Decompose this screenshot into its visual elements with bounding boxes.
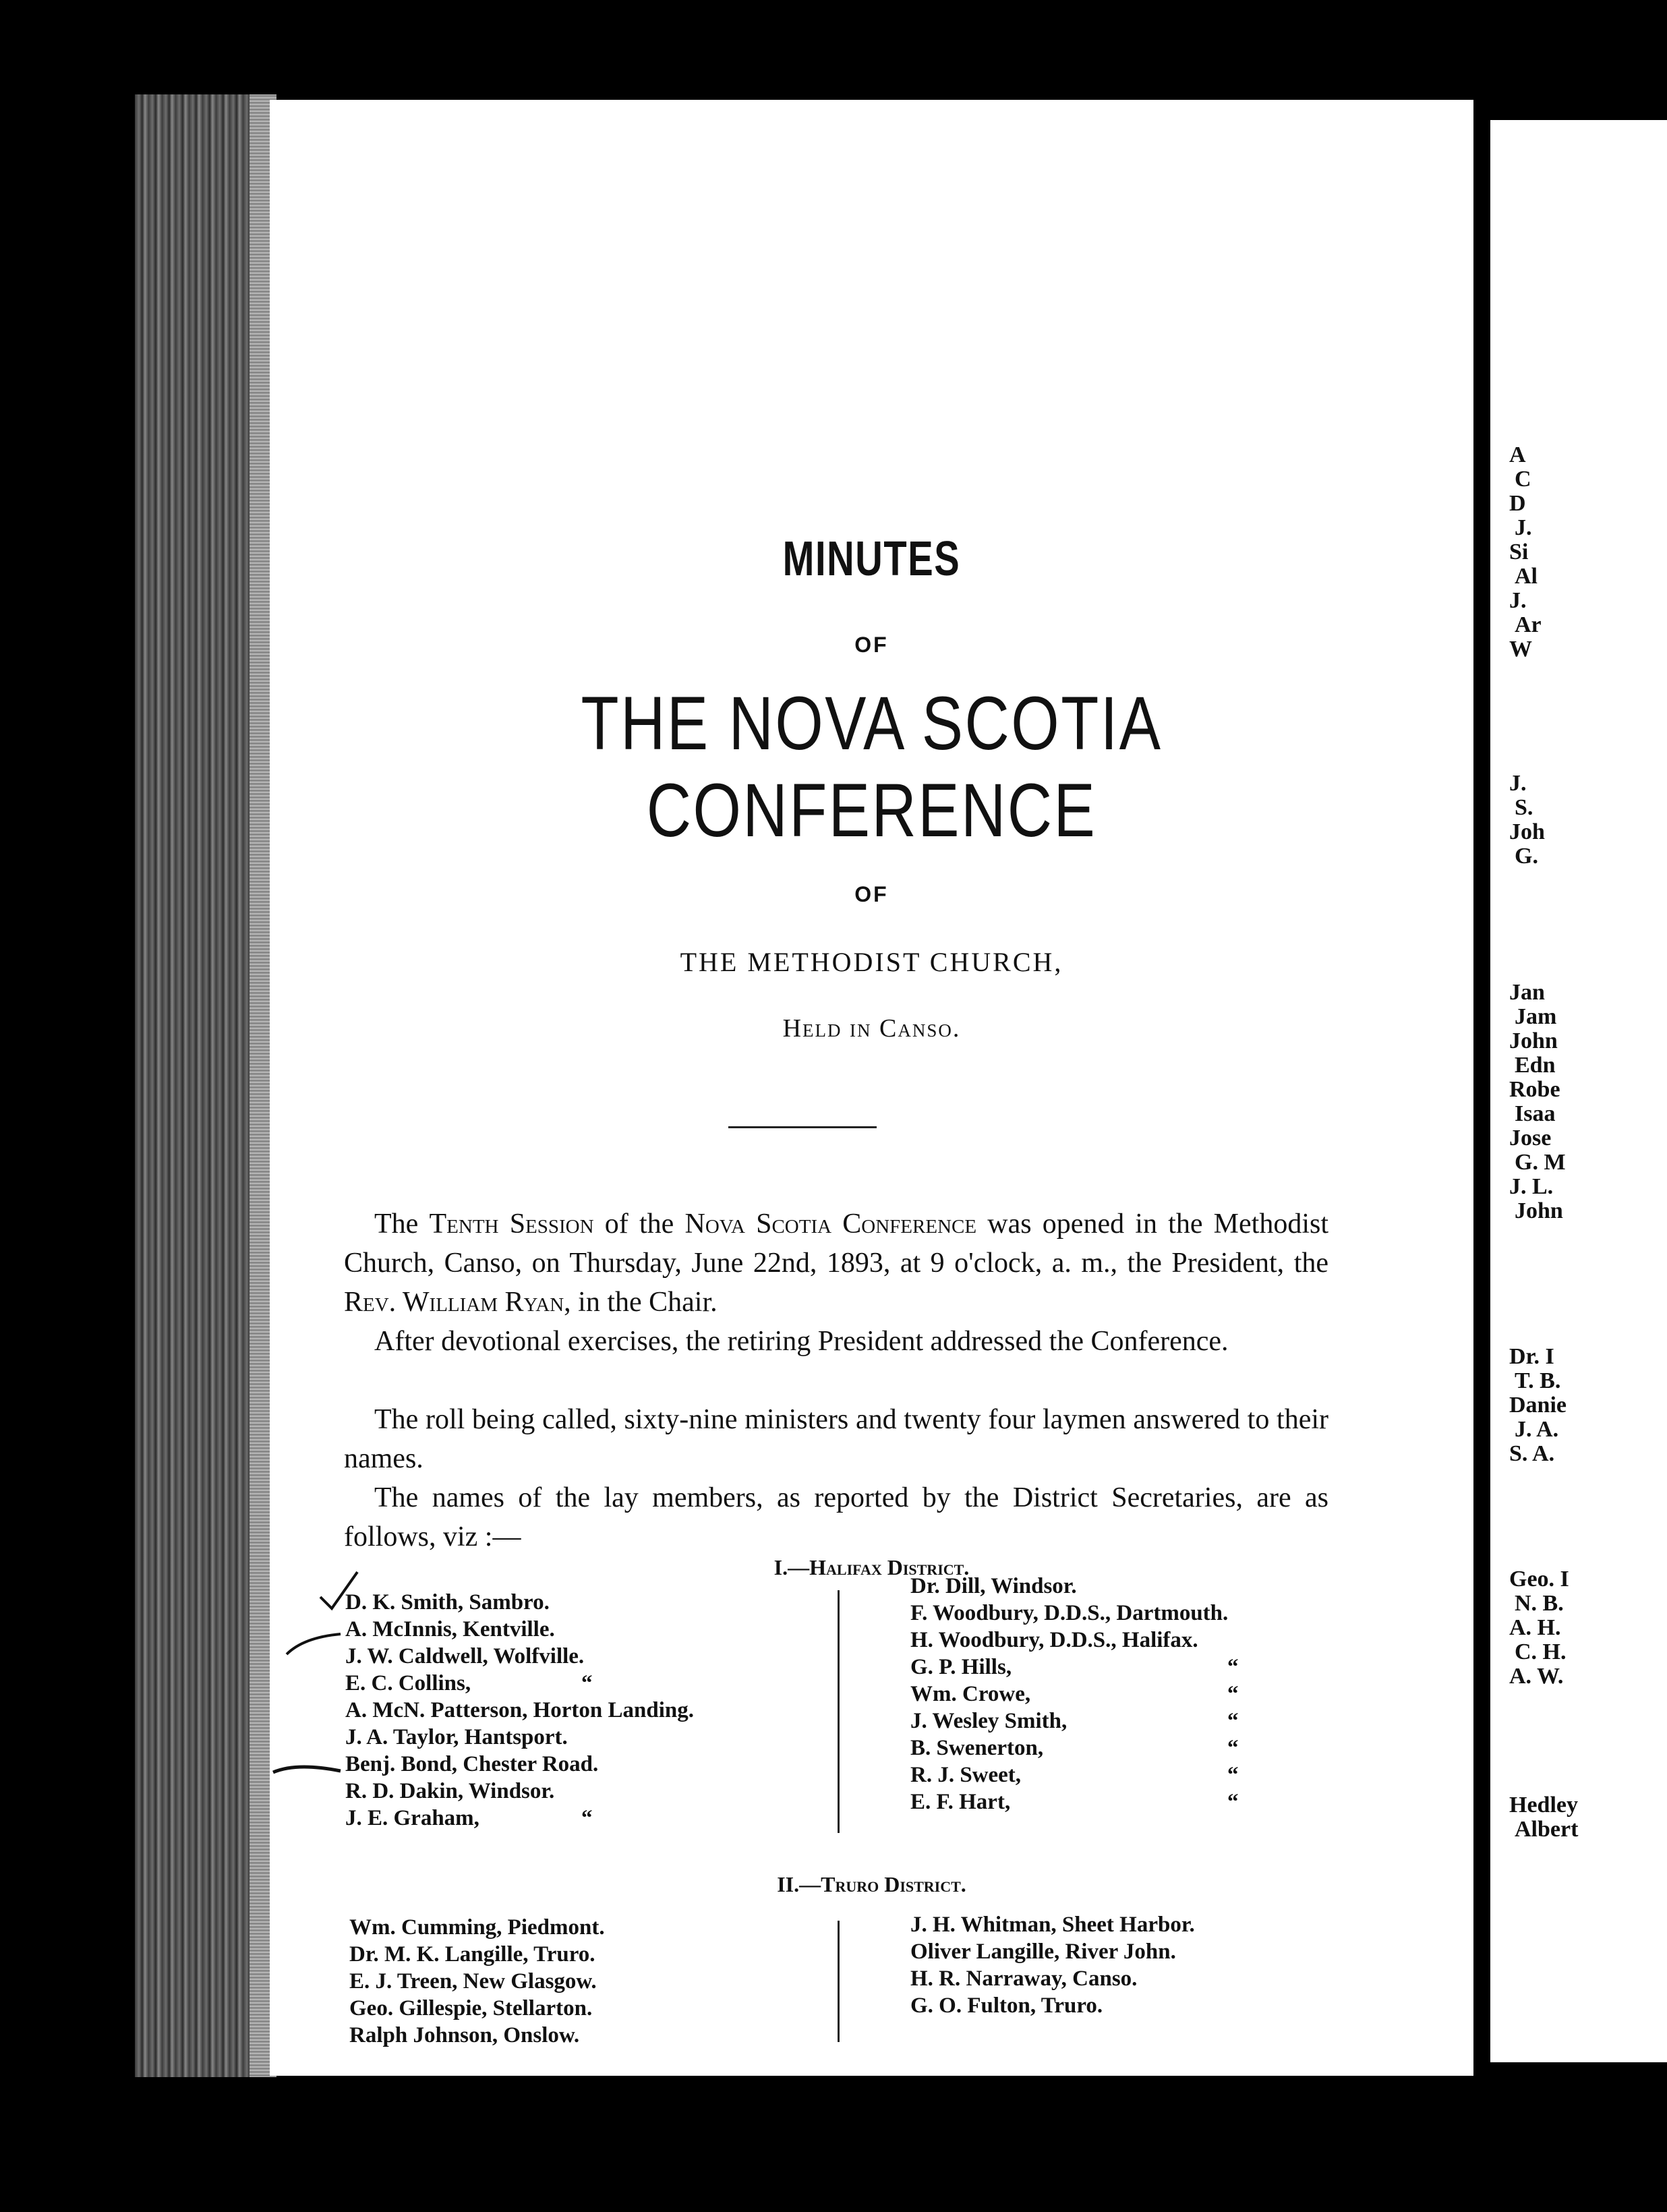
paragraph-roll: The roll being called, sixty-nine ministers and twenty four laymen answered to their names. [344, 1404, 1328, 1474]
ditto-mark: “ [1227, 1709, 1239, 1733]
list-item: Wm. Cumming, Piedmont. [349, 1915, 605, 1940]
list-item: R. J. Sweet, “ [910, 1763, 1239, 1787]
paragraph-devotional: After devotional exercises, the retiring President addressed the Conference. [374, 1326, 1229, 1357]
facing-line: G. [1515, 844, 1538, 869]
list-item: R. D. Dakin, Windsor. [345, 1779, 555, 1803]
facing-line: C [1515, 467, 1531, 492]
ditto-mark: “ [1227, 1682, 1239, 1706]
facing-line: J. L. [1509, 1174, 1554, 1199]
list-item: Geo. Gillespie, Stellarton. [349, 1996, 593, 2020]
ditto-mark: “ [1227, 1763, 1239, 1787]
ditto-mark: “ [1227, 1655, 1239, 1679]
facing-line: Danie [1509, 1393, 1567, 1418]
document-page [270, 100, 1473, 2076]
list-item: E. C. Collins, “ [345, 1671, 593, 1695]
facing-line: S. A. [1509, 1441, 1555, 1466]
truro-right-list [910, 1911, 1195, 2019]
ditto-mark: “ [1227, 1736, 1239, 1760]
list-item: Ralph Johnson, Onslow. [349, 2023, 580, 2047]
pen-mark-icon [283, 1631, 344, 1658]
truro-divider [838, 1921, 840, 2042]
facing-line: Jam [1515, 1004, 1557, 1029]
facing-line: N. B. [1515, 1591, 1564, 1616]
checkmark-icon [317, 1567, 364, 1614]
facing-line: John [1509, 1028, 1558, 1053]
facing-line: Jan [1509, 980, 1545, 1005]
facing-line: G. M [1515, 1150, 1566, 1175]
list-item: J. H. Whitman, Sheet Harbor. [910, 1913, 1195, 1937]
facing-line: W [1509, 637, 1532, 662]
list-item: J. A. Taylor, Hantsport. [345, 1725, 568, 1749]
facing-line: J. [1509, 771, 1527, 796]
paragraph-lay-members: The names of the lay members, as reported by the District Secretaries, are as follows, viz :— [344, 1482, 1328, 1552]
list-item: A. McInnis, Kentville. [345, 1617, 555, 1641]
halifax-left-list [345, 1589, 694, 1832]
halifax-right-list [910, 1573, 1239, 1815]
list-item: J. Wesley Smith, “ [910, 1709, 1239, 1733]
ditto-mark: “ [1227, 1790, 1239, 1814]
list-item: D. K. Smith, Sambro. [345, 1590, 550, 1614]
facing-line: John [1515, 1198, 1563, 1223]
list-item: F. Woodbury, D.D.S., Dartmouth. [910, 1601, 1229, 1625]
title-church: THE METHODIST CHURCH, [680, 947, 1063, 977]
list-item: A. McN. Patterson, Horton Landing. [345, 1698, 694, 1722]
pen-mark-icon [270, 1759, 344, 1779]
paragraph-opening: The Tenth Session of the Nova Scotia Conference was opened in the Methodist Church, Canso, on Thursday, June 22nd, 1893, at 9 o'clock, a. m., the President, the Rev. William Ryan, in the Chair. [344, 1209, 1329, 1318]
facing-line: Dr. I [1509, 1344, 1554, 1369]
facing-line: J. [1515, 515, 1532, 540]
facing-line: S. [1515, 795, 1533, 820]
halifax-divider [838, 1590, 840, 1833]
facing-line: Joh [1509, 819, 1545, 844]
halifax-district-heading: I.—Halifax District. [773, 1555, 970, 1579]
facing-line: A [1509, 442, 1526, 467]
title-of-2: OF [854, 882, 889, 906]
facing-line: D [1509, 491, 1526, 516]
facing-page-fragment [1490, 120, 1667, 2062]
list-item: G. O. Fulton, Truro. [910, 1993, 1103, 2018]
title-minutes: MINUTES [782, 532, 961, 586]
facing-line: A. H. [1509, 1615, 1561, 1640]
truro-district-heading: II.—Truro District. [777, 1872, 966, 1896]
facing-line: Ar [1515, 612, 1542, 637]
list-item: Benj. Bond, Chester Road. [345, 1752, 599, 1776]
list-item: Dr. Dill, Windsor. [910, 1574, 1077, 1598]
facing-line: Jose [1509, 1126, 1552, 1151]
facing-line: J. A. [1515, 1417, 1559, 1442]
list-item: E. J. Treen, New Glasgow. [349, 1969, 597, 1993]
list-item: Wm. Crowe, “ [910, 1682, 1239, 1706]
title-conference: THE NOVA SCOTIA CONFERENCE [581, 681, 1163, 852]
truro-left-list [349, 1914, 605, 2049]
facing-line: Robe [1509, 1077, 1560, 1102]
facing-line: C. H. [1515, 1639, 1567, 1664]
facing-line: Isaa [1515, 1101, 1556, 1126]
ditto-mark: “ [581, 1671, 593, 1695]
facing-line: Albert [1515, 1817, 1579, 1842]
facing-line: A. W. [1509, 1664, 1564, 1689]
facing-line: Edn [1515, 1053, 1556, 1078]
list-item: H. Woodbury, D.D.S., Halifax. [910, 1628, 1198, 1652]
title-rule [728, 1126, 877, 1128]
list-item: J. W. Caldwell, Wolfville. [345, 1644, 585, 1668]
book-spine [135, 94, 276, 2077]
ditto-mark: “ [581, 1806, 593, 1830]
list-item: H. R. Narraway, Canso. [910, 1967, 1138, 1991]
facing-line: Al [1515, 564, 1538, 589]
list-item: B. Swenerton, “ [910, 1736, 1239, 1760]
title-of-1: OF [854, 633, 889, 657]
list-item: E. F. Hart, “ [910, 1790, 1239, 1814]
facing-line: Hedley [1509, 1793, 1578, 1817]
list-item: Oliver Langille, River John. [910, 1940, 1176, 1964]
facing-line: J. [1509, 588, 1527, 613]
list-item: J. E. Graham, “ [345, 1806, 593, 1830]
title-held: Held in Canso. [782, 1014, 961, 1043]
facing-line: T. B. [1515, 1368, 1561, 1393]
list-item: Dr. M. K. Langille, Truro. [349, 1942, 595, 1967]
list-item: G. P. Hills, “ [910, 1655, 1239, 1679]
facing-line: Geo. I [1509, 1567, 1569, 1592]
facing-line: Si [1509, 540, 1529, 564]
